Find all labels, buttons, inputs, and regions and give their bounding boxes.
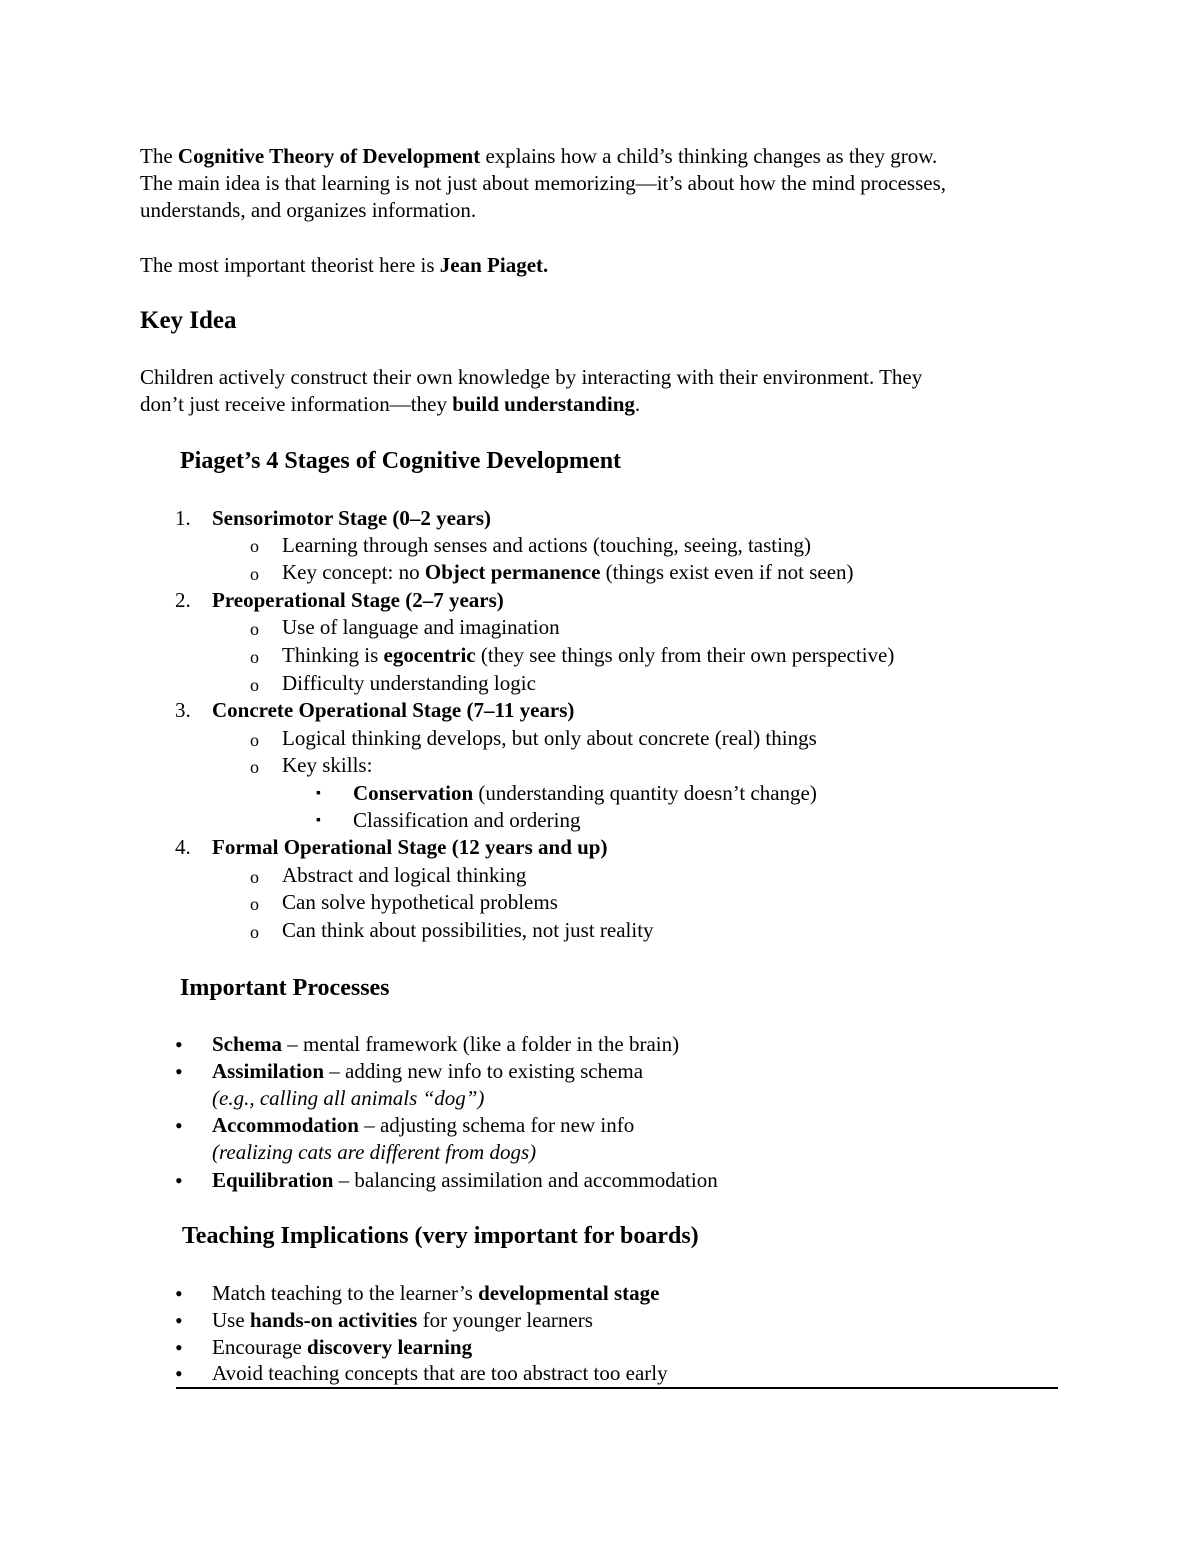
bullet-marker: o (250, 757, 259, 777)
process-desc: – mental framework (like a folder in the brain) (282, 1032, 680, 1056)
bullet-marker: • (175, 1113, 183, 1138)
process-line (212, 1058, 643, 1085)
bullet-text: (things exist even if not seen) (600, 560, 854, 584)
bullet-text: (understanding quantity doesn’t change) (473, 781, 817, 805)
process-term: Schema (212, 1032, 282, 1056)
bullet-text: (they see things only from their own perspective) (475, 643, 895, 667)
stage-sub-bullet: Classification and ordering (353, 808, 581, 832)
bullet-marker: o (250, 536, 259, 556)
key-idea-heading: Key Idea (140, 307, 237, 334)
key-idea-line-1: Children actively construct their own knowledge by interacting with their environment. They (140, 365, 923, 389)
teaching-line (212, 1360, 668, 1387)
process-example: (e.g., calling all animals “dog”) (212, 1086, 485, 1110)
intro-line-2: The main idea is that learning is not just about memorizing—it’s about how the mind processes, (140, 171, 947, 195)
teaching-text: for younger learners (417, 1308, 593, 1332)
intro-text: explains how a child’s thinking changes as they grow. (480, 144, 938, 168)
bullet-marker: o (250, 675, 259, 695)
process-term: Accommodation (212, 1113, 359, 1137)
bullet-marker: o (250, 867, 259, 887)
key-idea-text: . (634, 392, 641, 416)
theorist-name: Jean Piaget. (439, 253, 549, 277)
intro-text: The (140, 144, 178, 168)
process-desc: – balancing assimilation and accommodation (333, 1168, 718, 1192)
process-line (212, 1031, 679, 1058)
bullet-marker: • (175, 1308, 183, 1333)
teaching-term: hands-on activities (249, 1308, 418, 1332)
teaching-text: Match teaching to the learner’s (212, 1281, 479, 1305)
bullet-text: Thinking is (282, 643, 384, 667)
horizontal-rule (176, 1387, 1058, 1389)
sub-bullet-marker: ▪ (316, 786, 321, 801)
process-line (212, 1112, 634, 1139)
teaching-line (212, 1334, 472, 1361)
stage-bullet: Can think about possibilities, not just reality (282, 918, 654, 942)
bullet-term: egocentric (383, 643, 476, 667)
bullet-marker: • (175, 1032, 183, 1057)
bullet-marker: o (250, 894, 259, 914)
bullet-marker: • (175, 1361, 183, 1386)
stage-bullet: Abstract and logical thinking (282, 863, 527, 887)
stage-bullet: Can solve hypothetical problems (282, 890, 558, 914)
stage-title: Concrete Operational Stage (7–11 years) (212, 698, 575, 722)
process-term: Equilibration (212, 1168, 334, 1192)
stage-bullet: Use of language and imagination (282, 615, 560, 639)
process-line (212, 1167, 718, 1194)
intro-line-3: understands, and organizes information. (140, 198, 477, 222)
bullet-marker: o (250, 922, 259, 942)
teaching-line (212, 1280, 660, 1307)
key-idea-line-2 (140, 391, 640, 418)
process-desc: – adjusting schema for new info (358, 1113, 635, 1137)
teaching-line (212, 1307, 593, 1334)
stage-bullet: Logical thinking develops, but only about concrete (real) things (282, 726, 817, 750)
stage-title: Formal Operational Stage (12 years and up) (212, 835, 608, 859)
bullet-marker: o (250, 647, 259, 667)
teaching-text: Use (212, 1308, 250, 1332)
key-idea-emphasis: build understanding (452, 392, 635, 416)
teaching-text: Encourage (212, 1335, 308, 1359)
bullet-marker: • (175, 1059, 183, 1084)
process-desc: – adding new info to existing schema (324, 1059, 644, 1083)
stage-number: 2. (175, 588, 191, 612)
stage-number: 4. (175, 835, 191, 859)
bullet-term: Object permanence (424, 560, 601, 584)
process-term: Assimilation (212, 1059, 325, 1083)
bullet-text: Key concept: no (282, 560, 425, 584)
stage-sub-bullet (353, 780, 817, 807)
bullet-term: Conservation (353, 781, 474, 805)
intro-line-1 (140, 143, 937, 170)
bullet-marker: o (250, 730, 259, 750)
stage-bullet: Difficulty understanding logic (282, 671, 536, 695)
process-example: (realizing cats are different from dogs) (212, 1140, 537, 1164)
teaching-term: discovery learning (307, 1335, 473, 1359)
teaching-text: Avoid teaching concepts that are too abstract too early (212, 1361, 668, 1385)
stage-number: 1. (175, 506, 191, 530)
stage-bullet: Key skills: (282, 753, 373, 777)
theorist-text: The most important theorist here is (140, 253, 440, 277)
bullet-marker: o (250, 564, 259, 584)
stage-bullet (282, 559, 854, 586)
stage-bullet: Learning through senses and actions (touching, seeing, tasting) (282, 533, 811, 557)
teaching-heading: Teaching Implications (very important for boards) (182, 1223, 699, 1249)
stages-heading: Piaget’s 4 Stages of Cognitive Development (180, 448, 622, 474)
bullet-marker: • (175, 1168, 183, 1193)
stage-bullet (282, 642, 894, 669)
sub-bullet-marker: ▪ (316, 813, 321, 828)
stage-title: Sensorimotor Stage (0–2 years) (212, 506, 491, 530)
theorist-line (140, 252, 548, 279)
teaching-term: developmental stage (478, 1281, 660, 1305)
stage-title: Preoperational Stage (2–7 years) (212, 588, 504, 612)
stage-number: 3. (175, 698, 191, 722)
key-idea-text: don’t just receive information—they (140, 392, 453, 416)
intro-term: Cognitive Theory of Development (177, 144, 481, 168)
bullet-marker: o (250, 619, 259, 639)
processes-heading: Important Processes (180, 975, 390, 1001)
bullet-marker: • (175, 1281, 183, 1306)
bullet-marker: • (175, 1335, 183, 1360)
